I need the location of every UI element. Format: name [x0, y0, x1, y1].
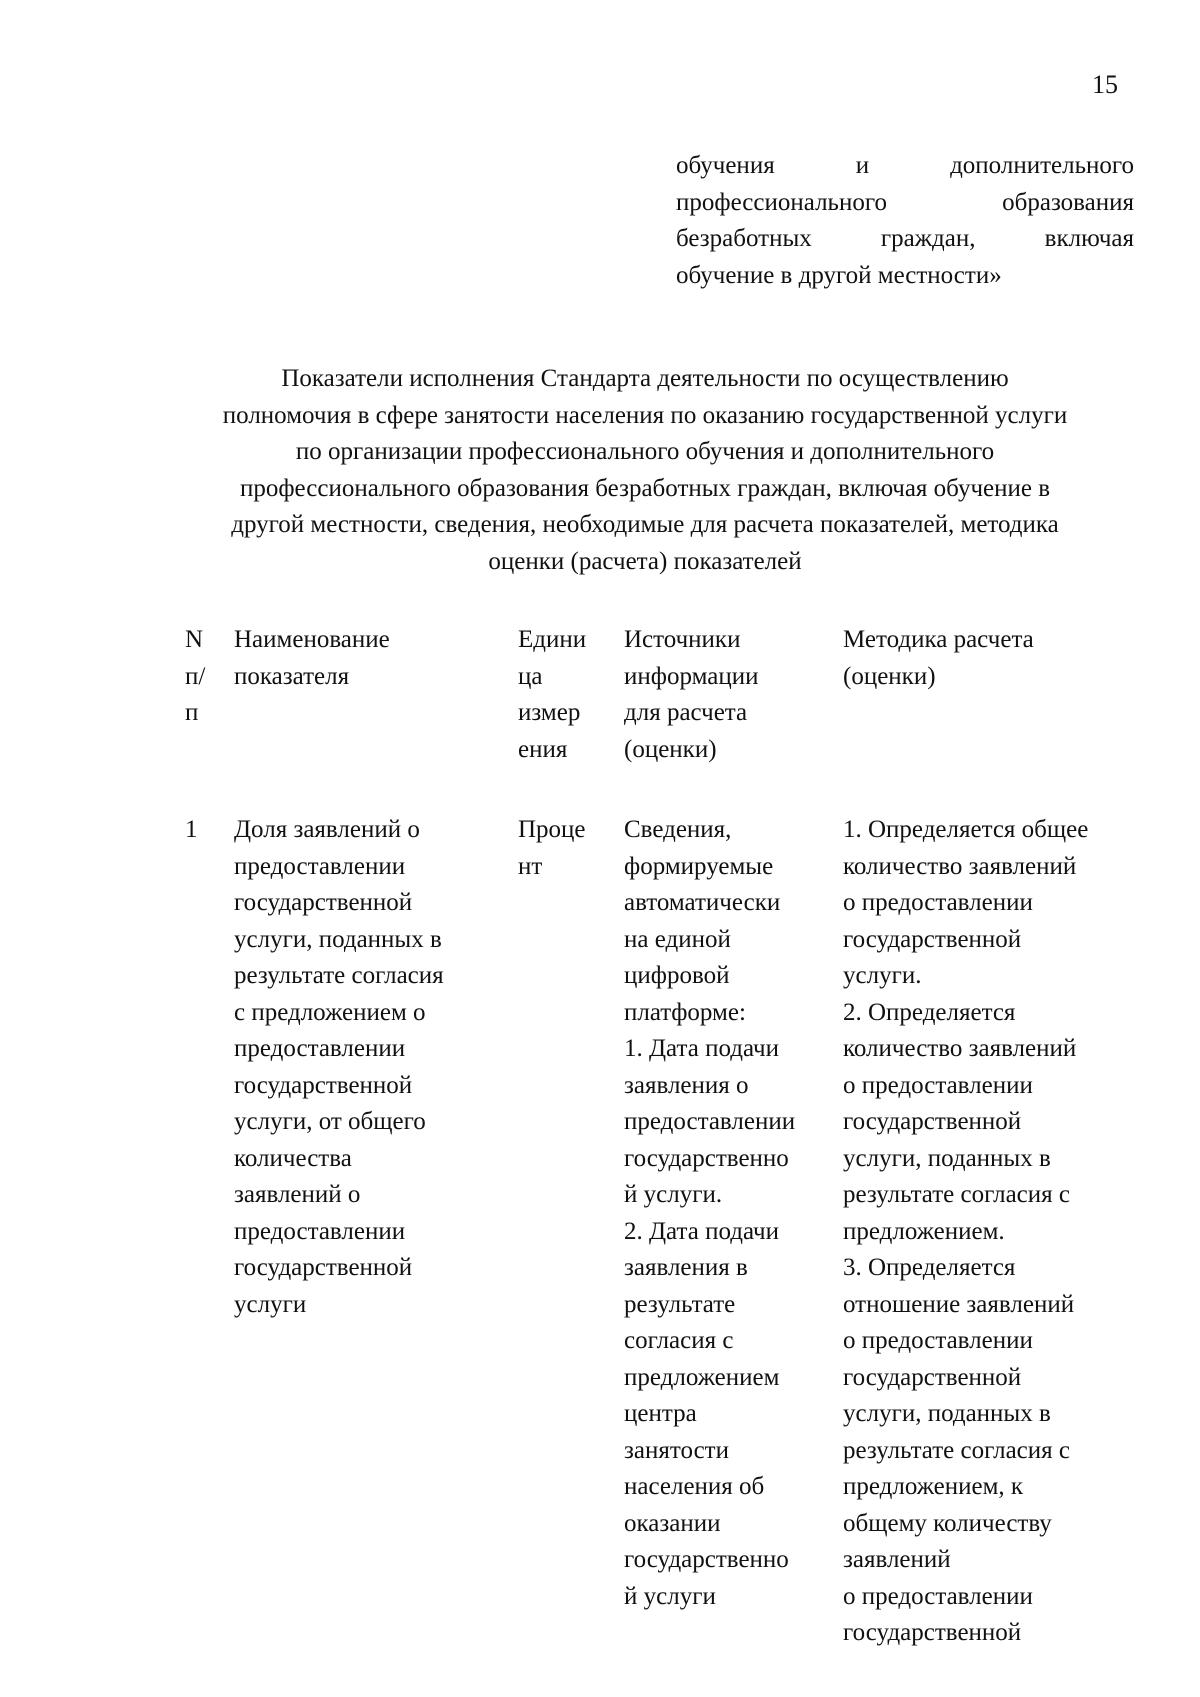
cell-line: (оценки)	[843, 662, 936, 690]
cell-line: 1. Дата подачи	[624, 1035, 780, 1062]
cell-line: 1	[185, 816, 198, 843]
header-block	[676, 148, 1134, 294]
title-line: полномочия в сфере занятости населения по оказанию государственной услуги	[222, 401, 1068, 429]
cell-line: услуги	[234, 1290, 307, 1318]
cell-line: (оценки)	[624, 735, 717, 763]
header-cell-unit	[518, 622, 608, 768]
header-cell-num	[185, 622, 225, 732]
row-1-source	[624, 812, 834, 1615]
cell-line: 2. Определяется	[843, 998, 1016, 1026]
cell-line: населения об	[624, 1473, 765, 1500]
cell-line: й услуги.	[624, 1181, 723, 1208]
cell-line: предложением, к	[843, 1473, 1024, 1500]
cell-line: Доля заявлений о	[234, 816, 420, 843]
cell-line: ца	[518, 662, 543, 690]
cell-line: Методика расчета	[843, 626, 1034, 653]
cell-line: Сведения,	[624, 816, 732, 843]
cell-line: автоматически	[624, 889, 781, 916]
cell-line: Источники	[624, 626, 741, 653]
cell-line: о предоставлении	[843, 1327, 1033, 1354]
cell-line: N	[185, 626, 204, 653]
cell-line: показателя	[234, 662, 350, 690]
cell-line: информации	[624, 662, 759, 690]
cell-line: государственно	[624, 1546, 789, 1573]
cell-line: цифровой	[624, 962, 730, 989]
title-line: другой местности, сведения, необходимые для расчета показателей, методика	[231, 511, 1059, 538]
cell-line: государственной	[843, 925, 1022, 953]
cell-line: государственной	[234, 1254, 413, 1281]
row-1-num	[185, 812, 225, 849]
cell-line: занятости	[624, 1436, 729, 1464]
title-line: оценки (расчета) показателей	[488, 547, 802, 575]
header-line: безработных граждан, включая	[676, 225, 1134, 252]
cell-line: оказании	[624, 1509, 721, 1537]
cell-line: Проце	[518, 816, 586, 843]
document-title	[150, 361, 1140, 580]
header-cell-name	[234, 622, 484, 695]
cell-line: отношение заявлений	[843, 1290, 1075, 1318]
cell-line: результате согласия с	[843, 1436, 1071, 1464]
cell-line: п/	[185, 662, 206, 690]
cell-line: й услуги	[624, 1582, 716, 1610]
cell-line: о предоставлении	[843, 1582, 1033, 1610]
cell-line: государственной	[843, 1363, 1022, 1391]
cell-line: Едини	[518, 626, 587, 653]
cell-line: государственно	[624, 1144, 789, 1172]
page-number: 15	[1092, 70, 1118, 99]
cell-line: количество заявлений	[843, 1035, 1077, 1062]
cell-line: предоставлении	[234, 1217, 406, 1245]
cell-line: п	[185, 699, 199, 726]
cell-line: предоставлении	[234, 1035, 406, 1062]
cell-line: согласия с	[624, 1327, 734, 1354]
cell-line: услуги, поданных в	[843, 1144, 1051, 1172]
cell-line: услуги, поданных в	[234, 925, 442, 953]
cell-line: платформе:	[624, 998, 746, 1026]
cell-line: предоставлении	[234, 852, 406, 880]
cell-line: с предложением о	[234, 998, 426, 1026]
cell-line: услуги, поданных в	[843, 1400, 1051, 1427]
cell-line: 2. Дата подачи	[624, 1217, 780, 1245]
cell-line: услуги.	[843, 962, 922, 989]
title-line: профессионального образования безработных граждан, включая обучение в	[239, 474, 1051, 502]
cell-line: формируемые	[624, 852, 774, 880]
header-cell-method	[843, 622, 1143, 695]
cell-line: Наименование	[234, 626, 390, 653]
header-line: обучение в другой местности»	[676, 261, 1002, 289]
header-line: обучения и дополнительного	[676, 152, 1134, 179]
row-1-method	[843, 812, 1143, 1652]
cell-line: государственной	[234, 1071, 413, 1099]
row-1-unit	[518, 812, 608, 885]
cell-line: для расчета	[624, 699, 748, 726]
cell-line: государственной	[843, 1619, 1022, 1646]
cell-line: заявлений о	[234, 1181, 361, 1208]
cell-line: заявлений	[843, 1546, 951, 1573]
cell-line: центра	[624, 1400, 697, 1427]
cell-line: количества	[234, 1144, 352, 1172]
title-line: по организации профессионального обучения и дополнительного	[295, 438, 995, 465]
cell-line: заявления в	[624, 1254, 748, 1281]
cell-line: предложением	[624, 1363, 780, 1391]
title-line: Показатели исполнения Стандарта деятельности по осуществлению	[281, 365, 1009, 392]
header-cell-source	[624, 622, 834, 768]
cell-line: предоставлении	[624, 1108, 796, 1135]
row-1-name	[234, 812, 484, 1323]
cell-line: государственной	[234, 889, 413, 916]
cell-line: о предоставлении	[843, 889, 1033, 916]
header-line: профессионального образования	[676, 188, 1134, 216]
cell-line: измер	[518, 699, 581, 726]
cell-line: результате согласия	[234, 962, 444, 989]
cell-line: заявления о	[624, 1071, 749, 1099]
cell-line: количество заявлений	[843, 852, 1077, 880]
cell-line: 1. Определяется общее	[843, 816, 1089, 843]
cell-line: нт	[518, 852, 543, 880]
cell-line: 3. Определяется	[843, 1254, 1016, 1281]
cell-line: на единой	[624, 925, 731, 953]
cell-line: государственной	[843, 1108, 1022, 1135]
cell-line: предложением.	[843, 1217, 1005, 1245]
cell-line: о предоставлении	[843, 1071, 1033, 1099]
cell-line: результате	[624, 1290, 736, 1318]
cell-line: ения	[518, 735, 568, 763]
cell-line: услуги, от общего	[234, 1108, 426, 1135]
cell-line: общему количеству	[843, 1509, 1052, 1537]
cell-line: результате согласия с	[843, 1181, 1071, 1208]
